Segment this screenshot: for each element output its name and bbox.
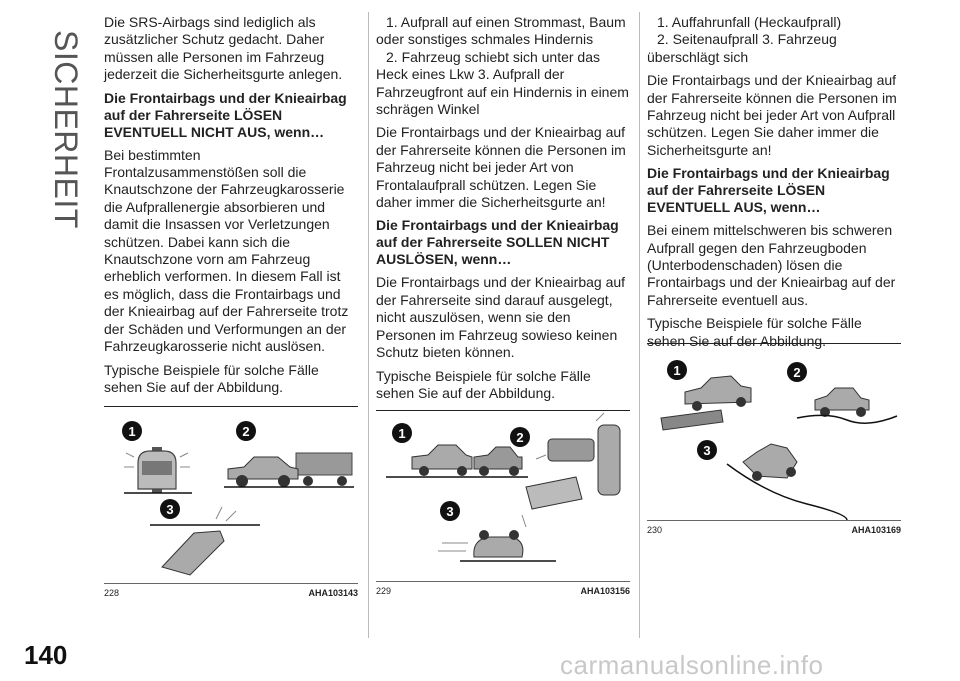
rollover-icon: [438, 530, 556, 561]
caption-item: 2. Seitenaufprall 3. Fahrzeug überschlägt sich: [647, 31, 837, 65]
column-divider: [368, 12, 369, 638]
svg-text:2: 2: [516, 430, 524, 445]
watermark: carmanualsonline.info: [560, 650, 824, 680]
badge-3: [160, 499, 180, 519]
pole-crash-icon: [124, 447, 192, 493]
badge-3: [697, 440, 717, 460]
svg-text:2: 2: [793, 365, 801, 380]
svg-text:3: 3: [703, 443, 711, 458]
figure-code: AHA103169: [851, 525, 901, 535]
paragraph: Die Frontairbags und der Knieairbag auf der Fahrerseite sind darauf ausgelegt, nicht auszulösen, wenn sie den Personen im Fahrzeug sowieso keinen Schutz bieten können.: [376, 274, 626, 361]
svg-text:2: 2: [242, 424, 250, 439]
curb-impact-icon: [661, 376, 751, 430]
badge-2: [787, 362, 807, 382]
caption-item-continued: oder sonstiges schmales Hindernis: [376, 31, 594, 48]
figure-footer: [104, 583, 358, 604]
svg-text:1: 1: [128, 424, 136, 439]
paragraph: Die Frontairbags und der Knieairbag auf der Fahrerseite können die Personen im Fahrzeug nicht bei jeder Art von Aufprall schützen. Legen Sie daher immer die Sicherheitsgurte an!: [647, 72, 897, 158]
caption-item: 1. Aufprall auf einen Strommast, Baum: [386, 14, 626, 30]
svg-text:1: 1: [398, 426, 406, 441]
caption-item: 1. Auffahrunfall (Heckaufprall): [657, 14, 842, 30]
ditch-drop-icon: [797, 388, 897, 423]
figure-228: [104, 406, 358, 604]
badge-1: [392, 423, 412, 443]
figure-number: 230: [647, 525, 663, 535]
section-heading: Die Frontairbags und der Knieairbag auf der Fahrerseite LÖSEN EVENTUELL AUS, wenn…: [647, 165, 890, 216]
paragraph: Typische Beispiele für solche Fälle sehen Sie auf der Abbildung.: [376, 367, 591, 401]
text-column-3: [647, 14, 901, 356]
figure-footer: [376, 581, 630, 602]
angled-side-impact-icon: [522, 477, 582, 527]
caption-item: 2. Fahrzeug schiebt sich unter das Heck eines Lkw 3. Aufprall der Fahrzeugfront auf ein Hindernis in einem schrägen Winkel: [376, 48, 629, 118]
section-heading: Die Frontairbags und der Knieairbag auf der Fahrerseite SOLLEN NICHT AUSLÖSEN, wenn…: [376, 217, 619, 268]
section-heading: Die Frontairbags und der Knieairbag auf der Fahrerseite LÖSEN EVENTUELL NICHT AUS, wenn…: [104, 89, 347, 140]
paragraph: Die Frontairbags und der Knieairbag auf der Fahrerseite können die Personen im Fahrzeug nicht bei jeder Art von Frontalaufprall schützen. Legen Sie daher immer die Sicherheitsgurte an!: [376, 124, 626, 211]
paragraph: Typische Beispiele für solche Fälle sehen Sie auf der Abbildung.: [104, 361, 319, 395]
paragraph: Die SRS-Airbags sind lediglich als zusätzlicher Schutz gedacht. Daher müssen alle Personen im Fahrzeug jederzeit die Sicherheitsgurte anlegen.: [104, 14, 343, 83]
rough-terrain-icon: [727, 444, 847, 520]
column-divider: [639, 12, 640, 638]
crash-illustration-frontal: [104, 407, 358, 583]
svg-text:1: 1: [673, 363, 681, 378]
crash-illustration-underbody: [647, 344, 901, 520]
figure-code: AHA103156: [580, 586, 630, 596]
section-side-title: [26, 30, 86, 230]
paragraph: Typische Beispiele für solche Fälle sehen Sie auf der Abbildung.: [647, 315, 862, 349]
figure-code: AHA103143: [308, 588, 358, 598]
figure-number: 228: [104, 588, 120, 598]
rear-end-collision-icon: [386, 445, 528, 477]
crash-illustration-non-deploy: [376, 411, 630, 581]
figure-229: [376, 410, 630, 602]
page-number: 140: [24, 640, 68, 670]
figure-caption-list: [647, 14, 901, 66]
badge-2: [510, 427, 530, 447]
text-column-2: [376, 14, 630, 408]
figure-footer: [647, 520, 901, 541]
badge-3: [440, 501, 460, 521]
paragraph: Bei bestimmten Frontalzusammenstößen soll die Knautschzone der Fahrzeugkarosserie die Aufprallenergie absorbieren und damit die Insassen vor Verletzungen schützen. Dabei kann sich die Knautschzone vorn am Fahrzeug erheblich verformen. In diesem Fall ist es möglich, dass die Frontairbags und der Knieairbag auf der Fahrerseite trotz der Schäden und Verformungen an der Fahrzeugkarosserie nicht auslösen.: [104, 146, 349, 355]
text-column-1: [104, 14, 358, 402]
badge-1: [122, 421, 142, 441]
svg-text:3: 3: [446, 504, 454, 519]
figure-caption-list: [376, 14, 630, 118]
badge-1: [667, 360, 687, 380]
paragraph: Bei einem mittelschweren bis schweren Aufprall gegen den Fahrzeugboden (Unterbodenschaden) lösen die Frontairbags und der Knieairbag auf der Fahrerseite eventuell aus.: [647, 222, 896, 308]
section-title-text: SICHERHEIT: [48, 30, 84, 229]
svg-text:3: 3: [166, 502, 174, 517]
truck-underride-icon: [224, 453, 354, 487]
figure-230: [647, 343, 901, 541]
badge-2: [236, 421, 256, 441]
figure-number: 229: [376, 586, 392, 596]
